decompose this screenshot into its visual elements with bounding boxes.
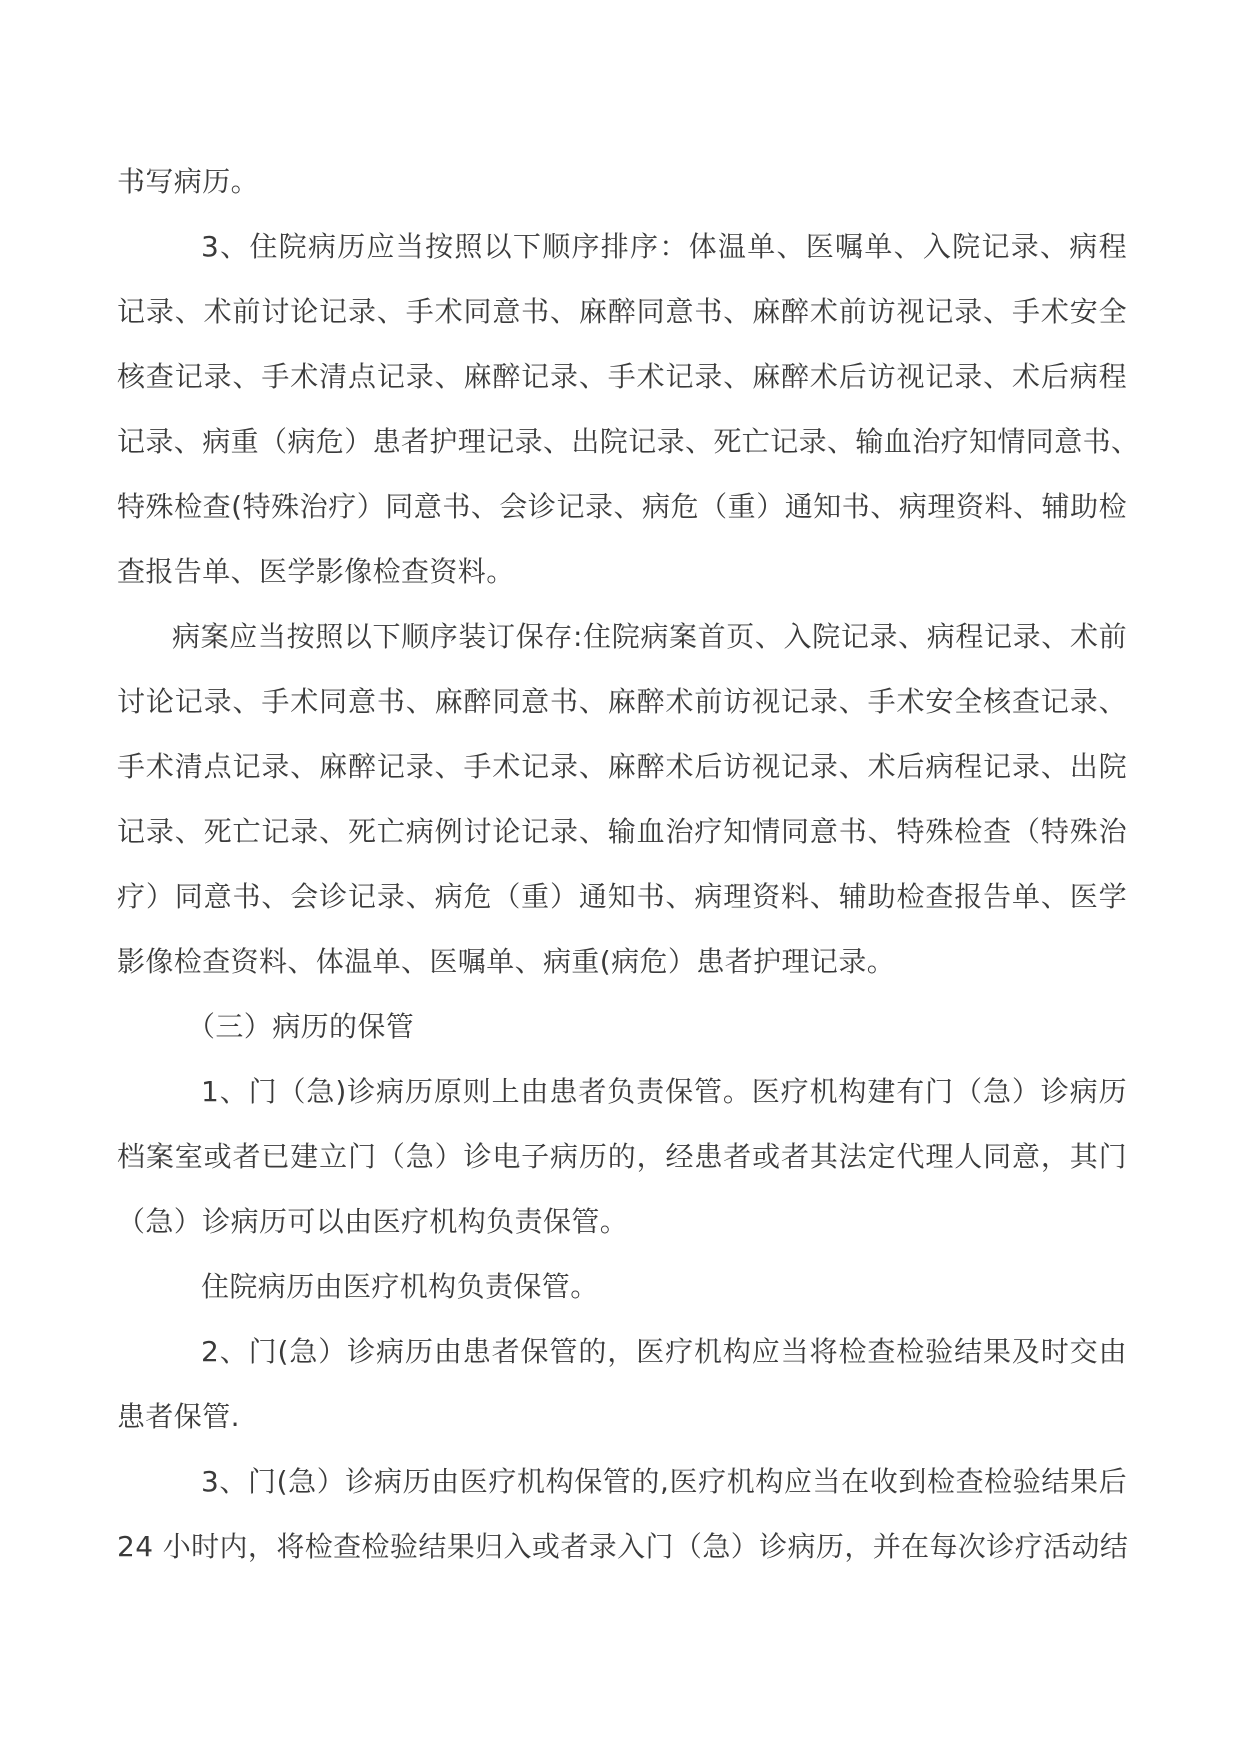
text-line-12: 疗）同意书、会诊记录、病危（重）通知书、病理资料、辅助检查报告单、医学	[117, 880, 1127, 913]
text-line-1: 书写病历。	[117, 165, 260, 198]
text-line-21: 3、门(急）诊病历由医疗机构保管的,医疗机构应当在收到检查检验结果后	[201, 1465, 1127, 1498]
text-line-11: 记录、死亡记录、死亡病例讨论记录、输血治疗知情同意书、特殊检查（特殊治	[117, 815, 1127, 848]
section-heading: （三）病历的保管	[187, 1010, 415, 1043]
text-line-16: 档案室或者已建立门（急）诊电子病历的，经患者或者其法定代理人同意，其门	[117, 1140, 1127, 1173]
text-line-2: 3、住院病历应当按照以下顺序排序：体温单、医嘱单、入院记录、病程	[201, 230, 1127, 263]
text-line-9: 讨论记录、手术同意书、麻醉同意书、麻醉术前访视记录、手术安全核查记录、	[117, 685, 1127, 718]
text-line-5: 记录、病重（病危）患者护理记录、出院记录、死亡记录、输血治疗知情同意书、	[117, 425, 1140, 458]
text-line-4: 核查记录、手术清点记录、麻醉记录、手术记录、麻醉术后访视记录、术后病程	[117, 360, 1127, 393]
text-line-19: 2、门(急）诊病历由患者保管的，医疗机构应当将检查检验结果及时交由	[201, 1335, 1127, 1368]
text-line-6: 特殊检查(特殊治疗）同意书、会诊记录、病危（重）通知书、病理资料、辅助检	[117, 490, 1127, 523]
text-line-22: 24 小时内，将检查检验结果归入或者录入门（急）诊病历，并在每次诊疗活动结	[117, 1530, 1129, 1563]
text-line-17: （急）诊病历可以由医疗机构负责保管。	[117, 1205, 629, 1238]
text-line-7: 查报告单、医学影像检查资料。	[117, 555, 515, 588]
text-line-8: 病案应当按照以下顺序装订保存:住院病案首页、入院记录、病程记录、术前	[172, 620, 1127, 653]
text-line-18: 住院病历由医疗机构负责保管。	[201, 1270, 599, 1303]
text-line-10: 手术清点记录、麻醉记录、手术记录、麻醉术后访视记录、术后病程记录、出院	[117, 750, 1127, 783]
text-line-3: 记录、术前讨论记录、手术同意书、麻醉同意书、麻醉术前访视记录、手术安全	[117, 295, 1127, 328]
text-line-13: 影像检查资料、体温单、医嘱单、病重(病危）患者护理记录。	[117, 945, 896, 978]
text-line-20: 患者保管.	[117, 1400, 240, 1433]
text-line-15: 1、门（急)诊病历原则上由患者负责保管。医疗机构建有门（急）诊病历	[201, 1075, 1127, 1108]
